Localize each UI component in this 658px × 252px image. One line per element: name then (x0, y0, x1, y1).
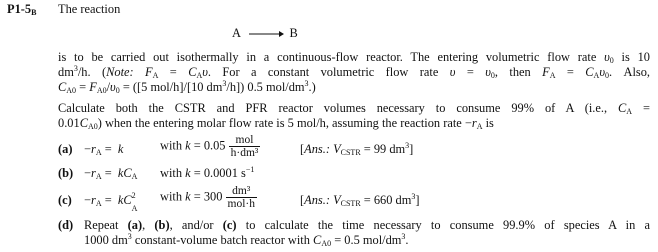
paragraph-task (58, 101, 650, 131)
part-d-line2: 1000 $dm^3$ constant-volume batch reactor with $C_{A0} = 0.5$ mol/$dm^3$. (84, 232, 409, 248)
part-b-k-value: with k = 0.0001 $s^{-1}$ (160, 165, 255, 180)
part-c-label: (c) (58, 193, 72, 207)
part-d-label: (d) (58, 218, 74, 232)
part-b (58, 166, 73, 181)
reaction-equation (232, 26, 299, 41)
paragraph2-line2: $0.01C_{A0}$) when the entering molar flow rate is 5 mol/h, assuming the reaction rate $-r_A$ is (58, 116, 494, 131)
reactant: A (232, 26, 242, 40)
paragraph1-line3: $C_{A0} = F_{A0}/\upsilon_0 = ([5$ mol/h]/[10 $dm^3/h$]) 0.5 mol/$dm^3$.) (58, 79, 316, 95)
problem-intro: The reaction (58, 2, 121, 16)
part-d-line1: Repeat (a), (b), and/or (c) to calculate the time necessary to consume 99.9% of species A in a (84, 218, 651, 232)
paragraph1-line2: $dm^3/h$. (Note: $F_A = C_A\upsilon$. For a constant volumetric flow rate $\upsilon = \upsilon_0$, then $F_A = C_A\upsilon_0$. Also, (58, 64, 650, 80)
part-a-label: (a) (58, 142, 73, 156)
part-a-rate: $-r_A = k$ (84, 142, 124, 157)
paragraph1-line1: is to be carried out isothermally in a continuous-flow reactor. The entering volumetric flow rate $\upsilon_0$ is 10 (58, 50, 650, 65)
part-c-k-value: with k = 300 $\frac{\text{dm³}}{\text{mol·h}}$ (160, 185, 255, 210)
paragraph-flow-rate (58, 50, 650, 95)
part-c-rate: $-r_A$ = kC 2 A (84, 191, 138, 213)
reaction-arrow-icon (245, 29, 285, 39)
paragraph2-line1: Calculate both the CSTR and PFR reactor volumes necessary to consume 99% of A (i.e., $C_A$ = (58, 101, 650, 116)
part-a-answer: [Ans.: $V_{CSTR} = 99$ $dm^3$] (300, 141, 414, 157)
part-d (58, 218, 73, 233)
part-a-frac-den: h·dm³ (230, 147, 259, 159)
part-c (58, 193, 72, 208)
part-c-answer: [Ans.: $V_{CSTR} = 660$ $dm^3$] (300, 192, 420, 208)
part-c-frac-den: mol·h (227, 198, 255, 210)
problem-number: $P1-5_B$ (7, 2, 37, 17)
part-b-label: (b) (58, 166, 74, 180)
part-a (58, 142, 72, 157)
part-b-rate: $-r_A = kC_A$ (84, 166, 138, 181)
part-c-frac-num: dm³ (232, 185, 251, 197)
part-a-k-value: with k = 0.05 $\frac{\text{mol}}{\text{h·dm³}}$ (160, 134, 259, 159)
product: B (289, 26, 299, 40)
part-a-frac-num: mol (235, 134, 254, 146)
